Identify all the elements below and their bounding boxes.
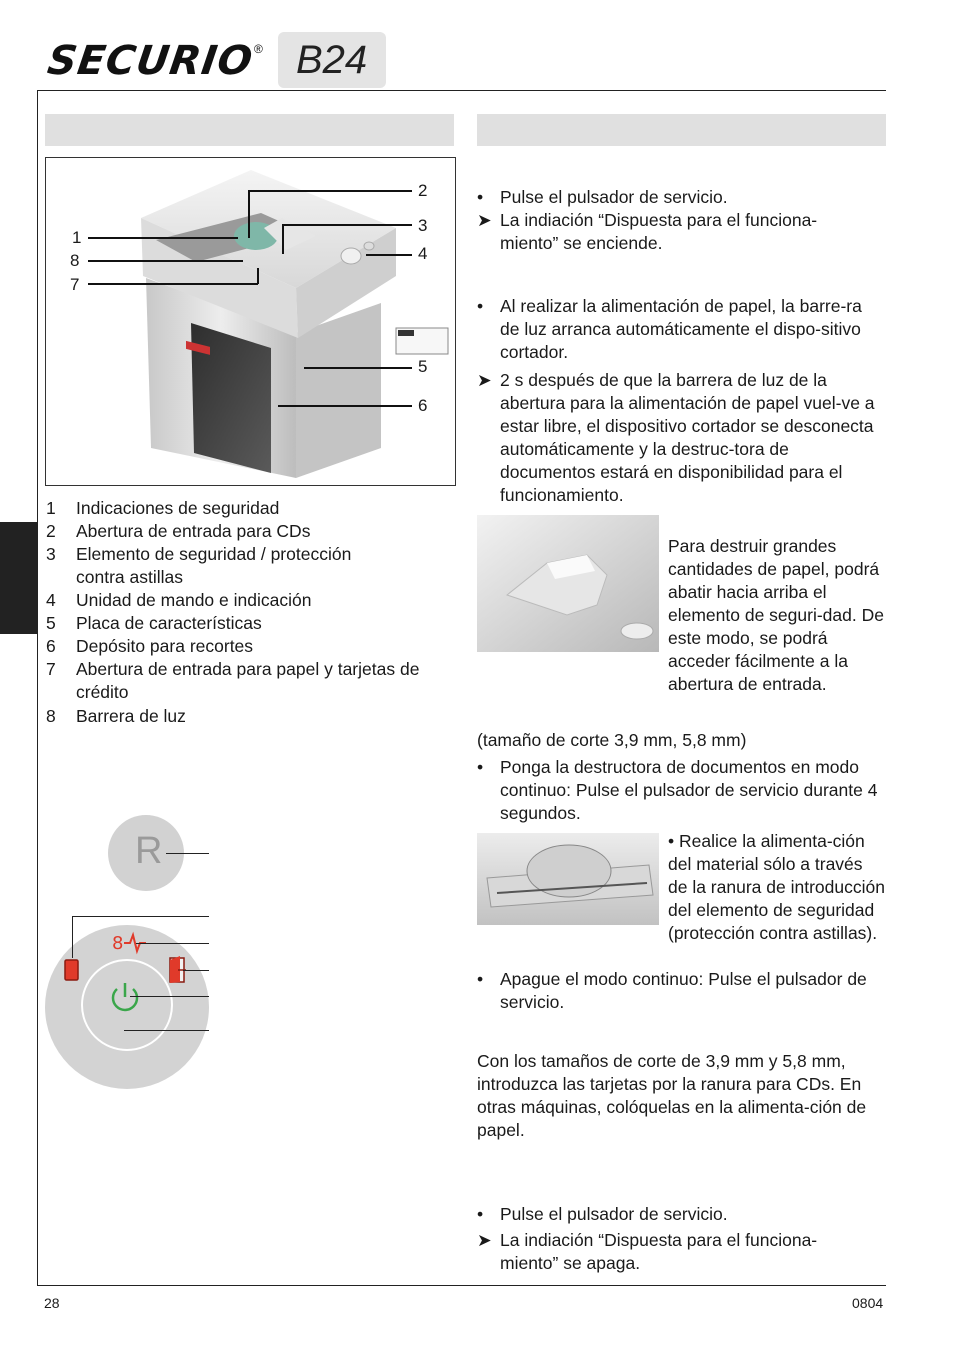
legend-text: Barrera de luz: [76, 706, 186, 726]
leader-4: [366, 254, 412, 256]
frame-left-rule: [37, 90, 38, 1286]
reverse-button-label: R: [135, 830, 163, 872]
svg-text:8: 8: [112, 933, 124, 954]
panel-leader-door: [183, 970, 209, 971]
legend-text: Abertura de entrada para CDs: [76, 521, 311, 541]
panel-leader-jam: [136, 943, 209, 944]
callout-3: 3: [418, 216, 428, 235]
safety-element-photo: [477, 515, 659, 652]
step-text: Pulse el pulsador de servicio.: [500, 1204, 728, 1224]
panel-leader-bin-drop: [72, 916, 73, 958]
feed-slot-illustration: [477, 833, 659, 925]
doc-code: 0804: [852, 1295, 884, 1311]
control-panel-icons: [60, 925, 200, 1065]
panel-leader-power: [130, 996, 209, 997]
right-section-bar: [477, 114, 886, 146]
safety-element-caption: Para destruir grandes cantidades de papel, podrá abatir hacia arriba el elemento de seguri-dad. De este modo, se podrá acceder fácilmente a la abertura de entrada.: [668, 536, 884, 694]
panel-leader-ring: [124, 1030, 209, 1031]
bullet-dot: •: [477, 296, 484, 316]
result-arrow-icon: ➤: [477, 370, 492, 390]
callout-7: 7: [70, 275, 80, 294]
legend-text: Unidad de mando e indicación: [76, 590, 312, 610]
bin-full-icon: [65, 960, 78, 980]
page-number: 28: [44, 1295, 60, 1311]
result-text: La indiación “Dispuesta para el funciona-miento” se enciende.: [500, 210, 818, 253]
legend-text: Depósito para recortes: [76, 636, 254, 656]
step-text: Apague el modo continuo: Pulse el pulsador de servicio.: [500, 969, 867, 1012]
bullet-dot: •: [477, 1204, 484, 1224]
leader-2: [248, 190, 412, 192]
chapter-tab: [0, 522, 37, 634]
brand-logo: SECURIO: [44, 38, 256, 84]
legend-text: Elemento de seguridad / protección contra astillas: [76, 544, 352, 587]
legend-num: 6: [46, 636, 56, 656]
card-note: Con los tamaños de corte de 3,9 mm y 5,8 mm, introduzca las tarjetas por la ranura para CDs. En otras máquinas, colóquelas en la alimenta-ción de papel.: [477, 1051, 867, 1140]
left-section-bar: [45, 114, 454, 146]
reverse-leader: [166, 853, 209, 854]
legend-num: 1: [46, 498, 56, 518]
panel-leader-bin: [72, 916, 209, 917]
model-name: B24: [296, 38, 368, 82]
callout-8: 8: [70, 251, 80, 270]
legend-num: 3: [46, 544, 56, 564]
result-text: La indiación “Dispuesta para el funciona-miento” se apaga.: [500, 1230, 818, 1273]
cut-size-note: (tamaño de corte 3,9 mm, 5,8 mm): [477, 730, 747, 750]
shredder-illustration: [46, 158, 455, 485]
callout-2: 2: [418, 181, 428, 200]
result-arrow-icon: ➤: [477, 210, 492, 230]
legend-num: 4: [46, 590, 56, 610]
legend-text: Placa de características: [76, 613, 262, 633]
callout-1: 1: [72, 228, 82, 247]
legend-num: 2: [46, 521, 56, 541]
registered-mark: ®: [254, 42, 263, 56]
legend-num: 5: [46, 613, 56, 633]
leader-7: [88, 283, 258, 285]
legend-num: 8: [46, 706, 56, 726]
callout-6: 6: [418, 396, 428, 415]
step-text: Pulse el pulsador de servicio.: [500, 187, 728, 207]
leader-5: [304, 367, 412, 369]
leader-1: [88, 237, 238, 239]
leader-7-drop: [257, 268, 259, 284]
leader-6: [278, 405, 412, 407]
result-arrow-icon: ➤: [477, 1230, 492, 1250]
legend-text: Indicaciones de seguridad: [76, 498, 280, 518]
leader-3: [282, 224, 412, 226]
legend-text: Abertura de entrada para papel y tarjetas de crédito: [76, 659, 420, 702]
result-text: 2 s después de que la barrera de luz de la abertura para la alimentación de papel vuel-ve a estar libre, el dispositivo cortador se desconecta automáticamente y la destruc-tora de documentos estará en disponibilidad para el funcionamiento.: [500, 370, 875, 505]
shredder-photo: [45, 157, 456, 486]
frame-bottom-rule: [37, 1285, 886, 1286]
leader-2-drop: [248, 190, 250, 238]
leader-3-drop: [282, 224, 284, 254]
bullet-dot: •: [477, 757, 484, 777]
bullet-dot: •: [477, 969, 484, 989]
callout-4: 4: [418, 244, 428, 263]
step-text: Al realizar la alimentación de papel, la barre-ra de luz arranca automáticamente el dispo-sitivo cortador.: [500, 296, 862, 362]
feed-slot-photo: [477, 833, 659, 925]
safety-element-illustration: [477, 515, 659, 652]
feed-slot-caption: • Realice la alimenta-ción del material sólo a través de la ranura de introducción del elemento de seguridad (protección contra astillas).: [668, 831, 885, 943]
bullet-dot: •: [477, 187, 484, 207]
legend-num: 7: [46, 659, 56, 679]
callout-5: 5: [418, 357, 428, 376]
leader-8: [88, 260, 243, 262]
step-text: Ponga la destructora de documentos en modo continuo: Pulse el pulsador de servicio durante 4 segundos.: [500, 757, 878, 823]
frame-top-rule: [37, 90, 886, 91]
